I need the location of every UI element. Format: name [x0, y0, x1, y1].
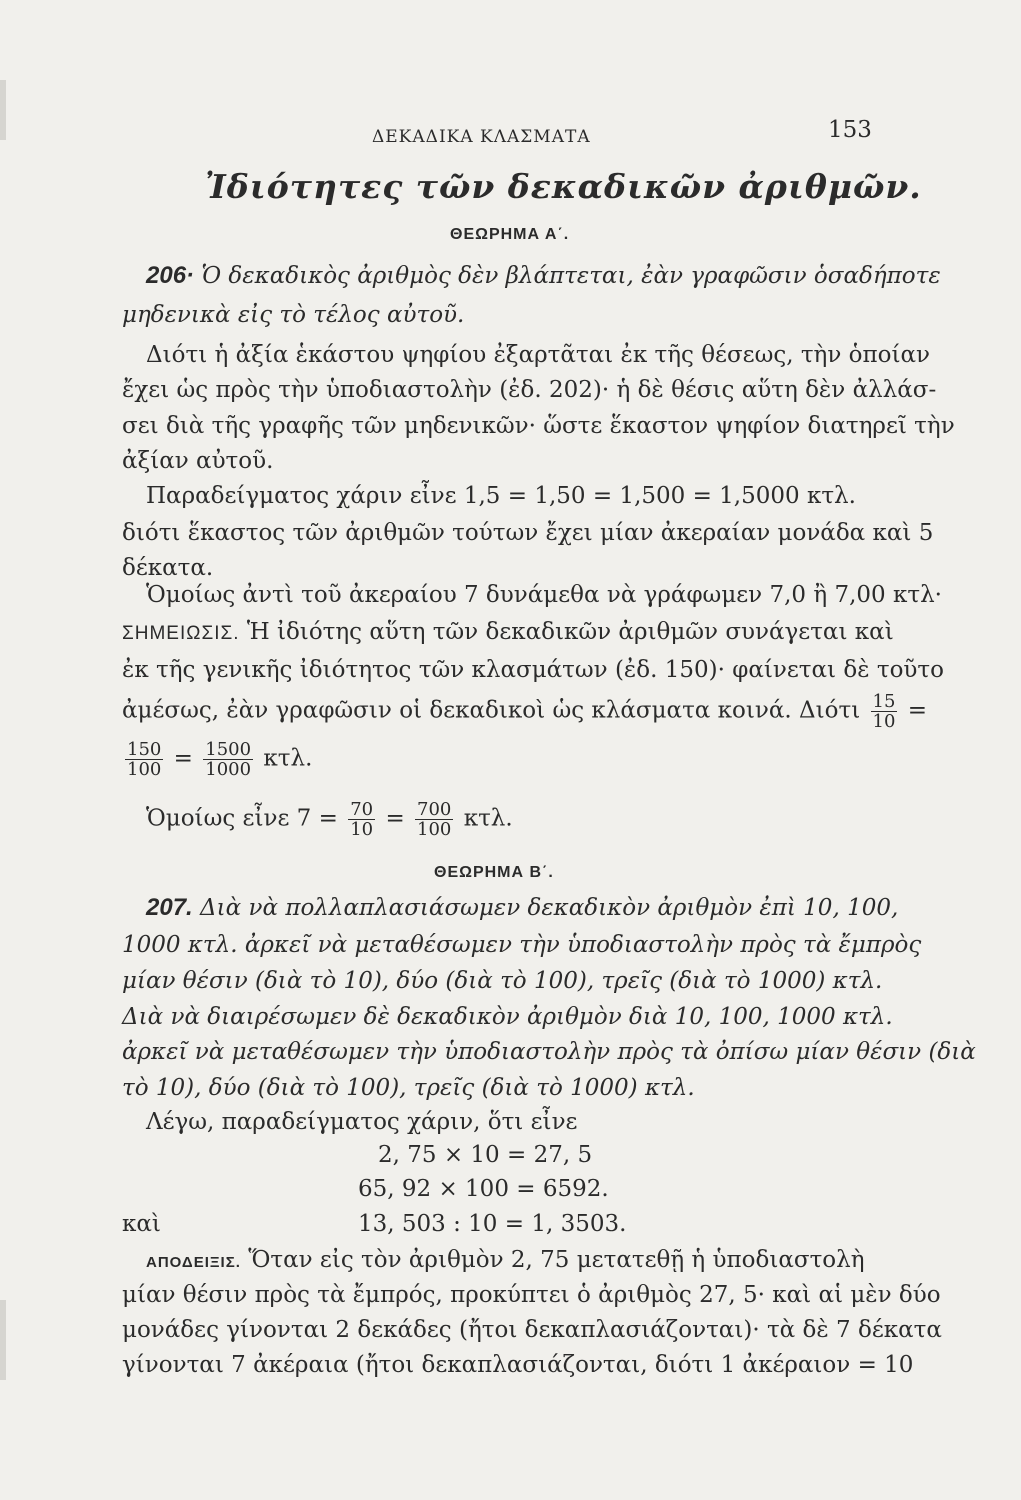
fraction-numerator: 150: [127, 739, 162, 760]
example-a-line-4: Ὁμοίως ἀντὶ τοῦ ἀκεραίου 7 δυνάμεθα νὰ γράφωμεν 7,0 ἢ 7,00 κτλ·: [146, 582, 942, 608]
page-number: 153: [828, 117, 872, 143]
proof-b-line-3: μονάδες γίνονται 2 δεκάδες (ἤτοι δεκαπλασιάζονται)· τὰ δὲ 7 δέκατα: [122, 1317, 942, 1343]
fraction-denominator: 100: [417, 819, 452, 840]
calc-line-3: 13, 503 : 10 = 1, 3503.: [358, 1211, 627, 1237]
proof-a-line-4: ἀξίαν αὐτοῦ.: [122, 448, 274, 474]
proof-b-line-2: μίαν θέσιν πρὸς τὰ ἔμπρός, προκύπτει ὁ ἀριθμὸς 27, 5· καὶ αἱ μὲν δύο: [122, 1282, 941, 1308]
fraction-150-100: [125, 740, 163, 779]
theorem-b-statement-line-5: ἀρκεῖ νὰ μεταθέσωμεν τὴν ὑποδιαστολὴν πρὸς τὰ ὀπίσω μίαν θέσιν (διὰ: [122, 1039, 976, 1065]
scan-edge-mark: [0, 80, 6, 140]
note-line-3: [122, 692, 927, 731]
theorem-b-statement-line-3: μίαν θέσιν (διὰ τὸ 10), δύο (διὰ τὸ 100), τρεῖς (διὰ τὸ 1000) κτλ.: [122, 968, 883, 994]
fraction-70-10: [348, 800, 375, 839]
example-b-intro: Λέγω, παραδείγματος χάριν, ὅτι εἶνε: [146, 1109, 578, 1135]
theorem-b-statement-text: Διὰ νὰ πολλαπλασιάσωμεν δεκαδικὸν ἀριθμὸν ἐπὶ 10, 100,: [200, 895, 899, 921]
fraction-equation-2: [146, 800, 513, 839]
similar-label: Ὁμοίως εἶνε 7: [146, 805, 312, 832]
scan-edge-mark: [0, 1300, 6, 1380]
equals-sign: =: [318, 805, 338, 832]
proof-a-line-3: σει διὰ τῆς γραφῆς τῶν μηδενικῶν· ὥστε ἕκαστον ψηφίον διατηρεῖ τὴν: [122, 413, 955, 439]
calc-line-3-prefix: καὶ: [122, 1211, 161, 1237]
example-a-line-3: δέκατα.: [122, 555, 214, 581]
fraction-denominator: 10: [350, 819, 374, 840]
running-title: ΔΕΚΑΔΙΚΑ ΚΛΑΣΜΑΤΑ: [372, 127, 591, 147]
fraction-numerator: 700: [417, 799, 452, 820]
theorem-b-heading: ΘΕΩΡΗΜΑ Β΄.: [434, 864, 554, 881]
fraction-numerator: 15: [872, 691, 896, 712]
fraction-denominator: 10: [872, 711, 896, 732]
fraction-700-100: [415, 800, 453, 839]
theorem-a-statement-text: Ὁ δεκαδικὸς ἀριθμὸς δὲν βλάπτεται, ἐὰν γραφῶσιν ὁσαδήποτε: [201, 263, 941, 289]
fraction-denominator: 1000: [205, 759, 252, 780]
proof-label: ΑΠΟΔΕΙΞΙΣ.: [146, 1254, 241, 1271]
proof-a-line-2: ἔχει ὡς πρὸς τὴν ὑποδιαστολὴν (ἐδ. 202)· ἡ δὲ θέσις αὕτη δὲν ἀλλάσ-: [122, 377, 937, 403]
proof-b-line-1: [146, 1245, 865, 1278]
fraction-1500-1000: [203, 740, 253, 779]
example-a-line-1: Παραδείγματος χάριν εἶνε 1,5 = 1,50 = 1,500 = 1,5000 κτλ.: [146, 483, 856, 509]
proof-text: Ὅταν εἰς τὸν ἀριθμὸν 2, 75 μετατεθῇ ἡ ὑποδιαστολὴ: [248, 1247, 865, 1273]
fraction-equation-1: [122, 740, 312, 779]
proof-b-line-4: γίνονται 7 ἀκέραια (ἤτοι δεκαπλασιάζονται, διότι 1 ἀκέραιον = 10: [122, 1352, 914, 1378]
fraction-numerator: 70: [350, 799, 374, 820]
theorem-b-statement-line-1: [146, 893, 898, 923]
theorem-a-statement-line-2: μηδενικὰ εἰς τὸ τέλος αὐτοῦ.: [122, 302, 465, 328]
equals-sign: =: [173, 745, 193, 772]
theorem-b-statement-line-6: τὸ 10), δύο (διὰ τὸ 100), τρεῖς (διὰ τὸ 1000) κτλ.: [122, 1075, 695, 1101]
proof-a-line-1: Διότι ἡ ἀξία ἑκάστου ψηφίου ἐξαρτᾶται ἐκ τῆς θέσεως, τὴν ὁποίαν: [146, 342, 930, 368]
theorem-b-statement-line-4: Διὰ νὰ διαιρέσωμεν δὲ δεκαδικὸν ἀριθμὸν διὰ 10, 100, 1000 κτλ.: [122, 1004, 893, 1030]
theorem-b-statement-line-2: 1000 κτλ. ἀρκεῖ νὰ μεταθέσωμεν τὴν ὑποδιαστολὴν πρὸς τὰ ἔμπρὸς: [122, 932, 922, 958]
note-line-2: ἐκ τῆς γενικῆς ἰδιότητος τῶν κλασμάτων (ἐδ. 150)· φαίνεται δὲ τοῦτο: [122, 657, 944, 683]
example-a-line-2: διότι ἕκαστος τῶν ἀριθμῶν τούτων ἔχει μίαν ἀκεραίαν μονάδα καὶ 5: [122, 520, 934, 546]
note-line-1: [122, 617, 894, 649]
equals-sign: =: [907, 697, 928, 724]
ktl-abbrev: κτλ.: [463, 805, 513, 832]
equals-sign: =: [385, 805, 405, 832]
note-text: ἀμέσως, ἐὰν γραφῶσιν οἱ δεκαδικοὶ ὡς κλάσματα κοινά. Διότι: [122, 697, 861, 724]
theorem-a-heading: ΘΕΩΡΗΜΑ Α΄.: [450, 226, 570, 243]
fraction-denominator: 100: [127, 759, 162, 780]
fraction-15-10: [871, 692, 898, 731]
theorem-b-number: 207.: [146, 894, 193, 921]
theorem-a-statement-line-1: [146, 261, 941, 291]
fraction-numerator: 1500: [205, 739, 252, 760]
calc-line-2: 65, 92 × 100 = 6592.: [358, 1176, 609, 1202]
calc-line-1: 2, 75 × 10 = 27, 5: [378, 1142, 593, 1168]
section-title: Ἰδιότητες τῶν δεκαδικῶν ἀριθμῶν.: [205, 167, 922, 206]
ktl-abbrev: κτλ.: [263, 745, 313, 772]
theorem-a-number: 206·: [146, 262, 195, 289]
note-label: ΣΗΜΕΙΩΣΙΣ.: [122, 623, 240, 644]
note-text: Ἡ ἰδιότης αὕτη τῶν δεκαδικῶν ἀριθμῶν συνάγεται καὶ: [246, 619, 894, 645]
